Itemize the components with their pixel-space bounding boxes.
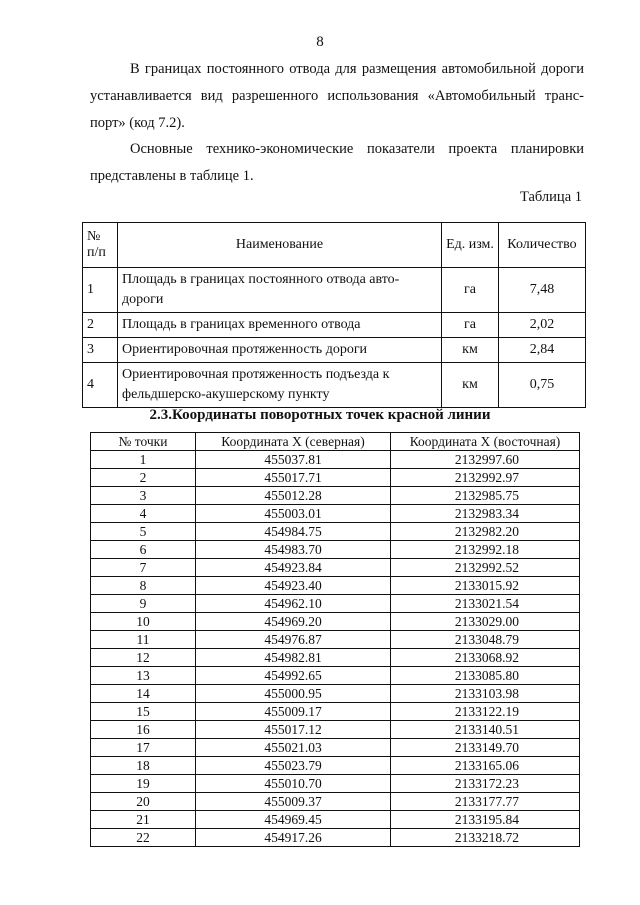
coord-x-east: 2132985.75 bbox=[391, 487, 580, 505]
table-row bbox=[91, 811, 580, 829]
table2-header-row bbox=[91, 433, 580, 451]
point-number: 14 bbox=[91, 685, 196, 703]
coord-x-north: 454917.26 bbox=[196, 829, 391, 847]
coord-x-east: 2133172.23 bbox=[391, 775, 580, 793]
coord-x-north: 455017.12 bbox=[196, 721, 391, 739]
point-number: 4 bbox=[91, 505, 196, 523]
coord-x-north: 455000.95 bbox=[196, 685, 391, 703]
header-name: Наименование bbox=[118, 223, 442, 268]
coord-x-east: 2133048.79 bbox=[391, 631, 580, 649]
coord-x-north: 454969.45 bbox=[196, 811, 391, 829]
row-qty: 7,48 bbox=[499, 268, 586, 313]
point-number: 22 bbox=[91, 829, 196, 847]
table-row bbox=[91, 487, 580, 505]
coord-x-east: 2133085.80 bbox=[391, 667, 580, 685]
coord-x-east: 2132997.60 bbox=[391, 451, 580, 469]
coord-x-east: 2133140.51 bbox=[391, 721, 580, 739]
row-qty: 2,02 bbox=[499, 313, 586, 338]
header-x-east: Координата X (восточная) bbox=[391, 433, 580, 451]
coord-x-north: 455023.79 bbox=[196, 757, 391, 775]
table-row bbox=[91, 505, 580, 523]
table-row bbox=[91, 703, 580, 721]
point-number: 16 bbox=[91, 721, 196, 739]
point-number: 2 bbox=[91, 469, 196, 487]
coord-x-north: 454992.65 bbox=[196, 667, 391, 685]
point-number: 19 bbox=[91, 775, 196, 793]
coord-x-north: 455012.28 bbox=[196, 487, 391, 505]
table-row bbox=[91, 469, 580, 487]
coord-x-north: 454969.20 bbox=[196, 613, 391, 631]
coord-x-north: 454962.10 bbox=[196, 595, 391, 613]
table1-caption: Таблица 1 bbox=[519, 189, 582, 205]
point-number: 3 bbox=[91, 487, 196, 505]
row-name: Ориентировочная протяженность дороги bbox=[118, 338, 442, 363]
row-name: Площадь в границах постоянного отвода авто-дороги bbox=[118, 268, 442, 313]
coord-x-north: 455017.71 bbox=[196, 469, 391, 487]
coord-x-east: 2132983.34 bbox=[391, 505, 580, 523]
point-number: 21 bbox=[91, 811, 196, 829]
row-name: Площадь в границах временного отвода bbox=[118, 313, 442, 338]
row-unit: км bbox=[442, 338, 499, 363]
coord-x-east: 2133021.54 bbox=[391, 595, 580, 613]
header-x-north: Координата X (северная) bbox=[196, 433, 391, 451]
coord-x-east: 2133122.19 bbox=[391, 703, 580, 721]
point-number: 20 bbox=[91, 793, 196, 811]
section-title: 2.3.Координаты поворотных точек красной линии bbox=[149, 407, 491, 423]
coord-x-north: 455010.70 bbox=[196, 775, 391, 793]
coordinates-table bbox=[90, 432, 580, 847]
row-qty: 0,75 bbox=[499, 363, 586, 408]
row-unit: км bbox=[442, 363, 499, 408]
table-row bbox=[91, 757, 580, 775]
table-row bbox=[91, 775, 580, 793]
coord-x-north: 455009.37 bbox=[196, 793, 391, 811]
coord-x-north: 454923.40 bbox=[196, 577, 391, 595]
coordinates-body bbox=[91, 451, 580, 847]
point-number: 13 bbox=[91, 667, 196, 685]
coord-x-east: 2132992.52 bbox=[391, 559, 580, 577]
point-number: 8 bbox=[91, 577, 196, 595]
row-num: 4 bbox=[83, 363, 118, 408]
coord-x-east: 2133177.77 bbox=[391, 793, 580, 811]
header-num: № п/п bbox=[83, 223, 118, 268]
coord-x-north: 454923.84 bbox=[196, 559, 391, 577]
point-number: 1 bbox=[91, 451, 196, 469]
coord-x-east: 2133029.00 bbox=[391, 613, 580, 631]
table-row bbox=[91, 559, 580, 577]
row-unit: га bbox=[442, 268, 499, 313]
header-point: № точки bbox=[91, 433, 196, 451]
coord-x-north: 454983.70 bbox=[196, 541, 391, 559]
coord-x-east: 2133068.92 bbox=[391, 649, 580, 667]
table-row bbox=[91, 721, 580, 739]
page-number: 8 bbox=[316, 34, 324, 50]
table-row bbox=[83, 338, 586, 363]
coord-x-north: 454984.75 bbox=[196, 523, 391, 541]
coord-x-east: 2133165.06 bbox=[391, 757, 580, 775]
row-unit: га bbox=[442, 313, 499, 338]
row-num: 1 bbox=[83, 268, 118, 313]
row-num: 3 bbox=[83, 338, 118, 363]
table-row bbox=[91, 685, 580, 703]
coord-x-north: 455037.81 bbox=[196, 451, 391, 469]
indicators-table bbox=[82, 222, 586, 408]
coord-x-north: 454982.81 bbox=[196, 649, 391, 667]
table-row bbox=[91, 613, 580, 631]
coord-x-north: 455009.17 bbox=[196, 703, 391, 721]
paragraph-land-use: В границах постоянного отвода для размещения автомобильной дороги устанавливается вид разрешенного использования «Автомобильный транс-порт» (код 7.2). bbox=[90, 61, 584, 131]
coord-x-north: 454976.87 bbox=[196, 631, 391, 649]
table-row bbox=[91, 595, 580, 613]
table-row bbox=[91, 793, 580, 811]
header-unit: Ед. изм. bbox=[442, 223, 499, 268]
table-row bbox=[83, 268, 586, 313]
table-row bbox=[91, 541, 580, 559]
header-qty: Количество bbox=[499, 223, 586, 268]
table-row bbox=[91, 577, 580, 595]
table-row bbox=[91, 631, 580, 649]
point-number: 15 bbox=[91, 703, 196, 721]
row-name: Ориентировочная протяженность подъезда к фельдшерско-акушерскому пункту bbox=[118, 363, 442, 408]
coord-x-east: 2133218.72 bbox=[391, 829, 580, 847]
coord-x-north: 455021.03 bbox=[196, 739, 391, 757]
coord-x-east: 2133149.70 bbox=[391, 739, 580, 757]
point-number: 9 bbox=[91, 595, 196, 613]
table-row bbox=[91, 523, 580, 541]
table-row bbox=[91, 667, 580, 685]
point-number: 11 bbox=[91, 631, 196, 649]
coord-x-east: 2133015.92 bbox=[391, 577, 580, 595]
point-number: 12 bbox=[91, 649, 196, 667]
point-number: 5 bbox=[91, 523, 196, 541]
table-row bbox=[91, 829, 580, 847]
table-row bbox=[91, 739, 580, 757]
row-num: 2 bbox=[83, 313, 118, 338]
table-row bbox=[83, 313, 586, 338]
coord-x-east: 2132982.20 bbox=[391, 523, 580, 541]
coord-x-north: 455003.01 bbox=[196, 505, 391, 523]
table-row bbox=[91, 451, 580, 469]
point-number: 18 bbox=[91, 757, 196, 775]
coord-x-east: 2132992.18 bbox=[391, 541, 580, 559]
point-number: 6 bbox=[91, 541, 196, 559]
paragraph-indicators: Основные технико-экономические показатели проекта планировки представлены в таблице 1. bbox=[90, 141, 584, 184]
row-qty: 2,84 bbox=[499, 338, 586, 363]
coord-x-east: 2132992.97 bbox=[391, 469, 580, 487]
table-row bbox=[91, 649, 580, 667]
table-row bbox=[83, 363, 586, 408]
point-number: 7 bbox=[91, 559, 196, 577]
coord-x-east: 2133103.98 bbox=[391, 685, 580, 703]
point-number: 10 bbox=[91, 613, 196, 631]
table1-header-row bbox=[83, 223, 586, 268]
coord-x-east: 2133195.84 bbox=[391, 811, 580, 829]
point-number: 17 bbox=[91, 739, 196, 757]
